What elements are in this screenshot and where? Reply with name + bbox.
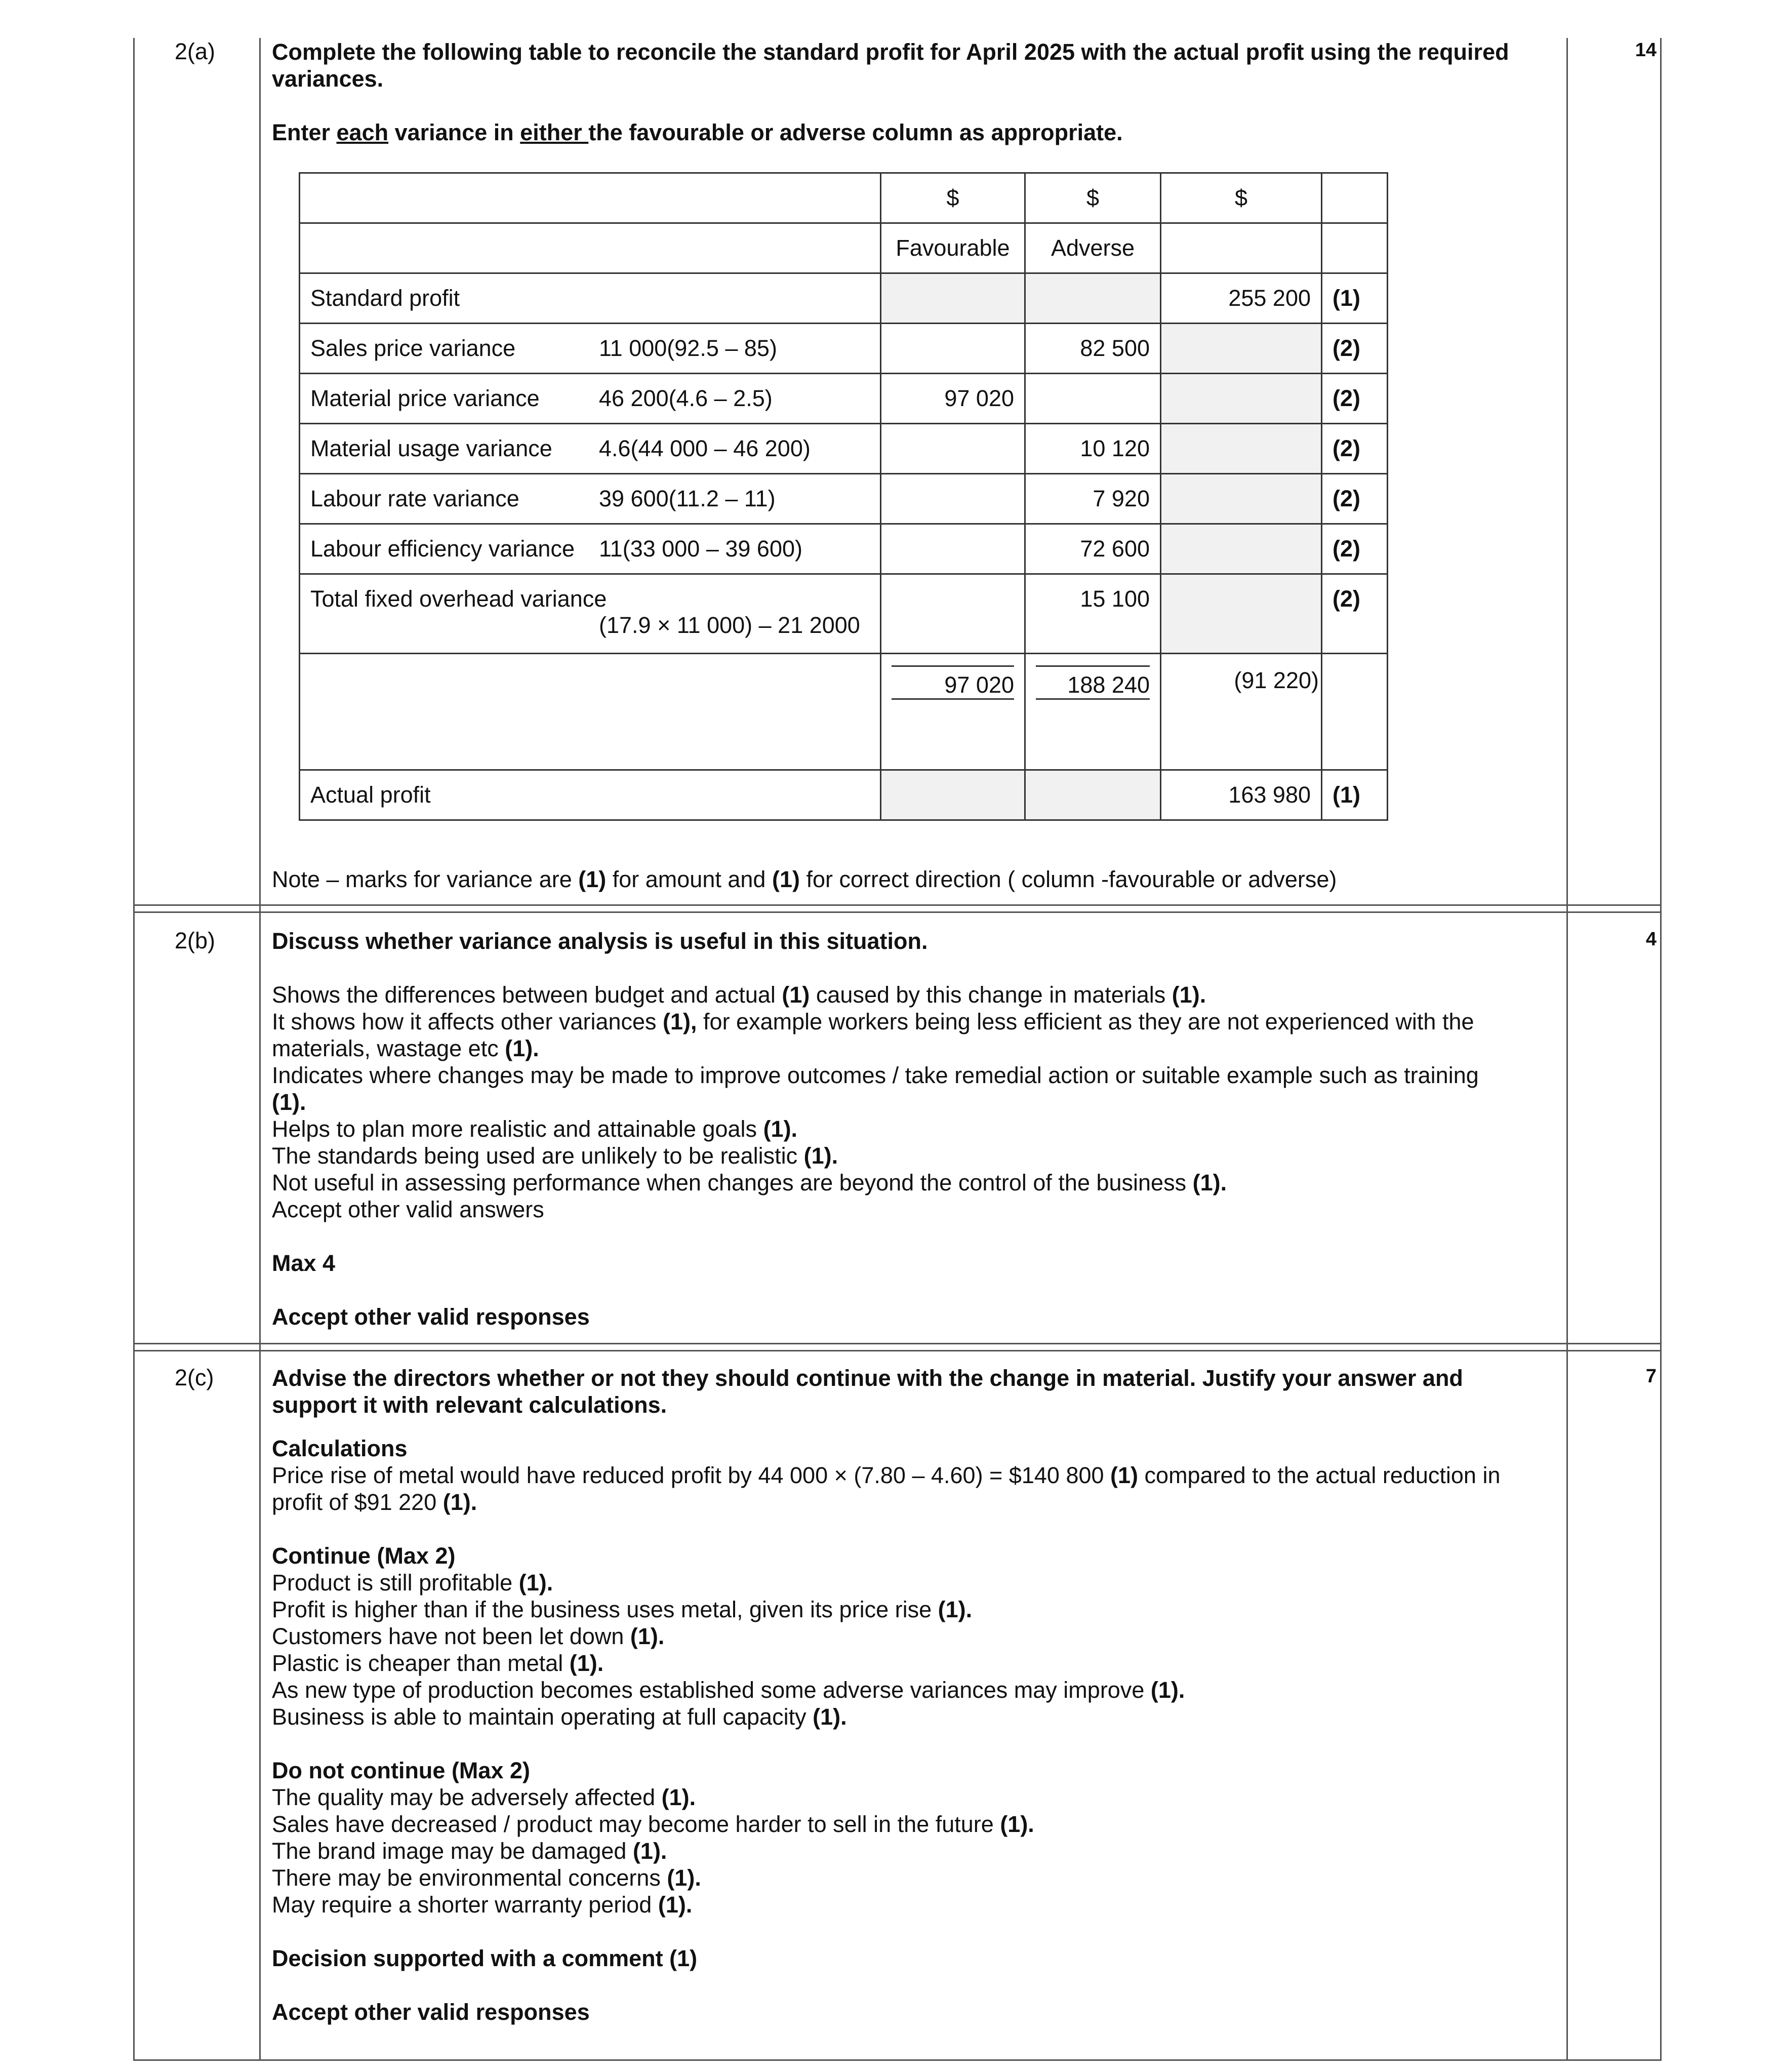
row-calc: 4.6(44 000 – 46 200) <box>599 435 811 461</box>
row-calc: 46 200(4.6 – 2.5) <box>599 385 773 411</box>
shaded-cell <box>1025 273 1161 324</box>
fav-value <box>881 424 1025 474</box>
adv-value: 72 600 <box>1025 524 1161 574</box>
row-label: Standard profit <box>300 273 881 324</box>
adv-value: 7 920 <box>1025 474 1161 524</box>
row-label: Material usage variance 4.6(44 000 – 46 200) <box>300 424 881 474</box>
question-number-2c: 2(c) <box>175 1365 214 1390</box>
row-calc: (17.9 × 11 000) – 21 2000 <box>599 612 860 638</box>
divider-b-c-2 <box>133 1350 1662 1351</box>
note-2a <box>272 866 1548 893</box>
column-header-favourable: Favourable <box>881 223 1025 273</box>
continue-line: Profit is higher than if the business uses metal, given its price rise (1). <box>272 1597 973 1622</box>
frame-bottom-border <box>133 2059 1662 2061</box>
shaded-cell <box>881 770 1025 820</box>
row-label: Labour rate variance 39 600(11.2 – 11) <box>300 474 881 524</box>
fav-subtotal-cell <box>881 654 1025 770</box>
question-2c-text <box>272 1365 1548 2025</box>
table-cell-blank <box>1161 223 1322 273</box>
calc-line: Price rise of metal would have reduced profit by 44 000 × (7.80 – 4.60) = $140 800 (1) compared to the actual reduction in <box>272 1462 1501 1488</box>
adv-value: 82 500 <box>1025 324 1161 374</box>
continue-line: As new type of production becomes established some adverse variances may improve (1). <box>272 1677 1185 1703</box>
marks-2a: 14 <box>1635 39 1657 61</box>
adv-value: 15 100 <box>1025 574 1161 654</box>
adv-value <box>1025 374 1161 424</box>
not-continue-line: Sales have decreased / product may become harder to sell in the future (1). <box>272 1811 1034 1837</box>
continue-line: Customers have not been let down (1). <box>272 1623 665 1649</box>
prompt-2a-line2: variances. <box>272 66 384 92</box>
shaded-cell <box>1161 374 1322 424</box>
answer-line: Not useful in assessing performance when changes are beyond the control of the business (1). <box>272 1170 1227 1196</box>
answer-line: Helps to plan more realistic and attainable goals (1). <box>272 1116 798 1142</box>
shaded-cell <box>881 273 1025 324</box>
marks-2c: 7 <box>1645 1366 1657 1387</box>
note-text: Note – marks for variance are (1) for amount and (1) for correct direction ( column -favourable or adverse) <box>272 866 1337 892</box>
not-continue-line: The brand image may be damaged (1). <box>272 1838 667 1864</box>
row-calc: 39 600(11.2 – 11) <box>599 486 776 511</box>
adv-subtotal: 188 240 <box>1036 665 1150 700</box>
answer-line: The standards being used are unlikely to be realistic (1). <box>272 1143 838 1169</box>
prompt-2a-line1: Complete the following table to reconcile the standard profit for April 2025 with the actual profit using the required <box>272 39 1509 65</box>
actual-profit-total: 163 980 <box>1161 770 1322 820</box>
table-row-material-price <box>300 374 1388 424</box>
row-mark: (2) <box>1322 324 1388 374</box>
question-2a-text <box>272 38 1548 146</box>
adv-subtotal-cell <box>1025 654 1161 770</box>
table-row-currency <box>300 173 1388 223</box>
row-label: Labour efficiency variance 11(33 000 – 39 600) <box>300 524 881 574</box>
table-row-labour-rate <box>300 474 1388 524</box>
divider-a-b-2 <box>133 911 1662 913</box>
shaded-cell <box>1161 424 1322 474</box>
fav-subtotal: 97 020 <box>892 665 1014 700</box>
continue-heading: Continue (Max 2) <box>272 1543 456 1569</box>
row-mark: (2) <box>1322 574 1388 654</box>
table-cell-blank <box>300 654 881 770</box>
table-cell-blank <box>1322 223 1388 273</box>
prompt-2c-line1: Advise the directors whether or not they should continue with the change in material. Justify your answer and <box>272 1365 1463 1391</box>
accept-2b: Accept other valid responses <box>272 1304 590 1330</box>
fav-value <box>881 324 1025 374</box>
fav-value: 97 020 <box>881 374 1025 424</box>
row-label: Actual profit <box>300 770 881 820</box>
row-mark: (1) <box>1322 770 1388 820</box>
question-number-2b: 2(b) <box>175 928 216 953</box>
question-2b-text <box>272 928 1548 1330</box>
marks-2b: 4 <box>1645 929 1657 950</box>
instruction-2a: Enter each variance in either the favourable or adverse column as appropriate. <box>272 119 1123 145</box>
row-mark: (2) <box>1322 424 1388 474</box>
answer-line: Indicates where changes may be made to improve outcomes / take remedial action or suitable example such as training <box>272 1062 1479 1088</box>
fav-value <box>881 474 1025 524</box>
prompt-2c-line2: support it with relevant calculations. <box>272 1392 667 1418</box>
max-marks-2b: Max 4 <box>272 1250 336 1276</box>
answer-line: It shows how it affects other variances (1), for example workers being less efficient as they are not experienced with the <box>272 1009 1474 1034</box>
fav-value <box>881 524 1025 574</box>
not-continue-heading: Do not continue (Max 2) <box>272 1758 530 1783</box>
not-continue-line: May require a shorter warranty period (1). <box>272 1892 693 1918</box>
currency-adv: $ <box>1025 173 1161 223</box>
calculations-heading: Calculations <box>272 1436 408 1461</box>
row-calc: 11 000(92.5 – 85) <box>599 335 777 361</box>
answer-line: Accept other valid answers <box>272 1197 544 1222</box>
currency-total: $ <box>1161 173 1322 223</box>
table-row-standard-profit <box>300 273 1388 324</box>
table-row-material-usage <box>300 424 1388 474</box>
row-label: Total fixed overhead variance (17.9 × 11 000) – 21 2000 <box>300 574 881 654</box>
shaded-cell <box>1161 324 1322 374</box>
continue-line: Business is able to maintain operating at full capacity (1). <box>272 1704 847 1730</box>
table-row-fixed-overhead <box>300 574 1388 654</box>
shaded-cell <box>1025 770 1161 820</box>
continue-line: Plastic is cheaper than metal (1). <box>272 1650 604 1676</box>
decision-line: Decision supported with a comment (1) <box>272 1945 698 1971</box>
continue-line: Product is still profitable (1). <box>272 1570 553 1596</box>
shaded-cell <box>1161 524 1322 574</box>
standard-profit-total: 255 200 <box>1161 273 1322 324</box>
table-cell-blank <box>300 173 881 223</box>
table-row-subtotals <box>300 654 1388 770</box>
answer-line: (1). <box>272 1089 306 1115</box>
table-cell-blank <box>1322 173 1388 223</box>
not-continue-line: The quality may be adversely affected (1). <box>272 1784 696 1810</box>
adv-value: 10 120 <box>1025 424 1161 474</box>
frame-right-border <box>1660 38 1662 2061</box>
row-mark: (2) <box>1322 474 1388 524</box>
frame-left-border-top <box>133 38 135 901</box>
table-cell-blank <box>1322 654 1388 770</box>
net-variance: (91 220) <box>1161 654 1322 770</box>
table-row-sales-price <box>300 324 1388 374</box>
not-continue-line: There may be environmental concerns (1). <box>272 1865 701 1891</box>
row-mark: (2) <box>1322 374 1388 424</box>
frame-left-border <box>133 901 135 2061</box>
shaded-cell <box>1161 574 1322 654</box>
table-row-actual-profit <box>300 770 1388 820</box>
table-cell-blank <box>300 223 881 273</box>
shaded-cell <box>1161 474 1322 524</box>
table-row-headers <box>300 223 1388 273</box>
frame-qnum-divider <box>259 38 261 2061</box>
column-header-adverse: Adverse <box>1025 223 1161 273</box>
currency-fav: $ <box>881 173 1025 223</box>
row-label: Material price variance 46 200(4.6 – 2.5) <box>300 374 881 424</box>
row-mark: (1) <box>1322 273 1388 324</box>
row-label: Sales price variance 11 000(92.5 – 85) <box>300 324 881 374</box>
answer-line: Shows the differences between budget and actual (1) caused by this change in materials (1). <box>272 982 1206 1008</box>
prompt-2b: Discuss whether variance analysis is useful in this situation. <box>272 928 928 954</box>
calc-line: profit of $91 220 (1). <box>272 1489 477 1515</box>
frame-marks-divider <box>1566 38 1568 2061</box>
reconciliation-table <box>299 172 1388 821</box>
row-calc: 11(33 000 – 39 600) <box>599 536 802 562</box>
accept-2c: Accept other valid responses <box>272 1999 590 2025</box>
row-mark: (2) <box>1322 524 1388 574</box>
divider-b-c-1 <box>133 1343 1662 1344</box>
divider-a-b-1 <box>133 904 1662 906</box>
table-row-labour-efficiency <box>300 524 1388 574</box>
fav-value <box>881 574 1025 654</box>
question-number-2a: 2(a) <box>175 38 216 64</box>
answer-line: materials, wastage etc (1). <box>272 1035 539 1061</box>
